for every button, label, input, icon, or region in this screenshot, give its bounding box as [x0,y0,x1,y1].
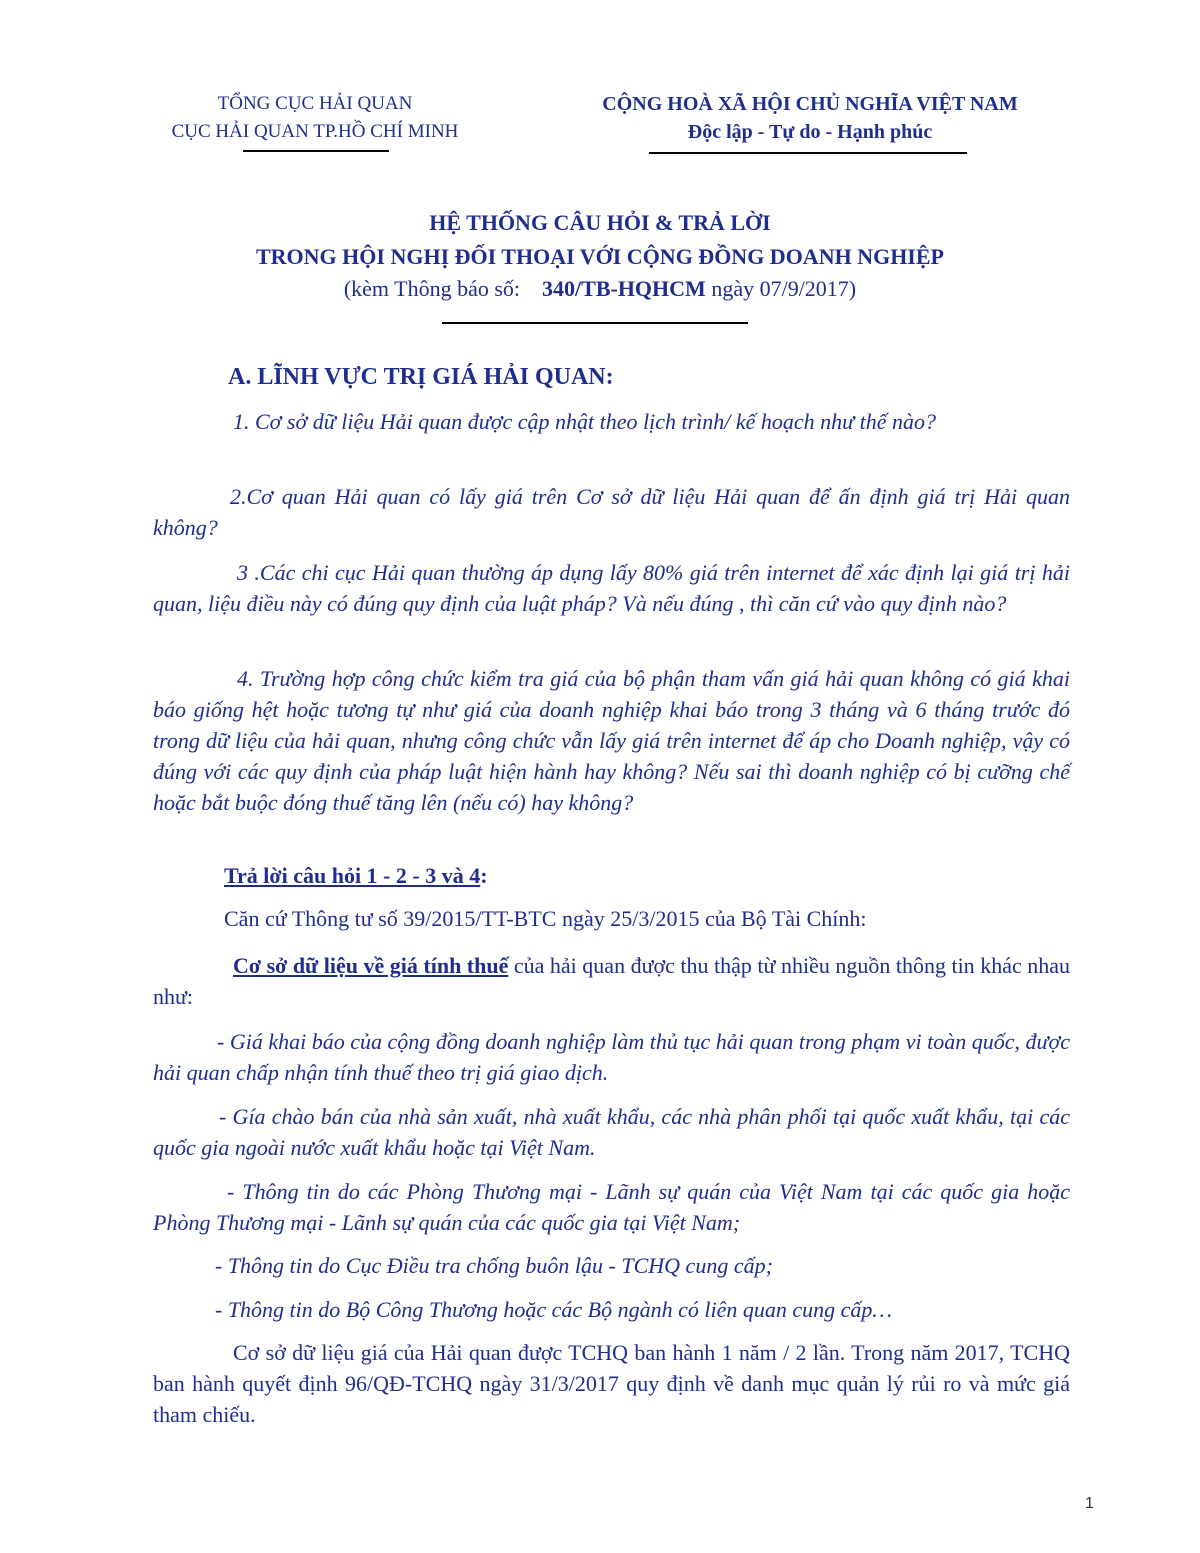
document-title-line2: TRONG HỘI NGHỊ ĐỐI THOẠI VỚI CỘNG ĐỒNG DOANH NGHIỆP [256,244,944,269]
agency-name: TỔNG CỤC HẢI QUAN [217,93,413,114]
database-description-rest: của hải quan được thu thập từ nhiều nguồn thông tin khác nhau như: [153,953,1070,1009]
answer-heading-colon: : [480,863,488,888]
source-item-5: - Thông tin do Bộ Công Thương hoặc các Bộ ngành có liên quan cung cấp… [215,1297,892,1322]
country-name: CỘNG HOÀ XÃ HỘI CHỦ NGHĨA VIỆT NAM [602,93,1018,115]
legal-basis: Căn cứ Thông tư số 39/2015/TT-BTC ngày 25/3/2015 của Bộ Tài Chính: [224,906,867,931]
closing-paragraph: Cơ sở dữ liệu giá của Hải quan được TCHQ ban hành 1 năm / 2 lần. Trong năm 2017, TCHQ ban hành quyết định 96/QĐ-TCHQ ngày 31/3/2017 quy định về danh mục quản lý rủi ro và mức giá tham chiếu. [153,1340,1070,1427]
reference-date: ngày 07/9/2017) [711,276,857,301]
title-rule [442,322,748,324]
section-a-heading: A. LĨNH VỰC TRỊ GIÁ HẢI QUAN: [228,364,614,390]
answer-heading [224,863,488,889]
document-title-line1: HỆ THỐNG CÂU HỎI & TRẢ LỜI [429,210,771,235]
reference-prefix: (kèm Thông báo số: [343,276,521,301]
question-1: 1. Cơ sở dữ liệu Hải quan được cập nhật theo lịch trình/ kế hoạch như thế nào? [233,409,937,434]
source-item-4: - Thông tin do Cục Điều tra chống buôn lậu - TCHQ cung cấp; [215,1253,773,1278]
left-header-rule [243,150,389,152]
database-term: Cơ sở dữ liệu về giá tính thuế [233,953,509,978]
source-item-3: - Thông tin do các Phòng Thương mại - Lãnh sự quán của Việt Nam tại các quốc gia hoặc Phòng Thương mại - Lãnh sự quán của các quốc gia tại Việt Nam; [153,1179,1070,1235]
question-2: 2.Cơ quan Hải quan có lấy giá trên Cơ sở dữ liệu Hải quan để ấn định giá trị Hải quan không? [153,484,1070,540]
question-4: 4. Trường hợp công chức kiểm tra giá của bộ phận tham vấn giá hải quan không có giá khai báo giống hệt hoặc tương tự như giá của doanh nghiệp khai báo trong 3 tháng và 6 tháng trước đó trong dữ liệu của hải quan, nhưng công chức vẫn lấy giá trên internet để áp cho Doanh nghiệp, vậy có đúng với các quy định của pháp luật hiện hành hay không? Nếu sai thì doanh nghiệp có bị cưỡng chế hoặc bắt buộc đóng thuế tăng lên (nếu có) hay không? [153,666,1070,815]
right-header-rule [649,152,967,154]
national-motto: Độc lập - Tự do - Hạnh phúc [687,121,933,143]
department-name: CỤC HẢI QUAN TP.HỒ CHÍ MINH [171,121,459,142]
source-item-2: - Gía chào bán của nhà sản xuất, nhà xuất khẩu, các nhà phân phối tại quốc xuất khẩu, tại các quốc gia ngoài nước xuất khẩu hoặc tại Việt Nam. [153,1104,1070,1160]
reference-number: 340/TB-HQHCM [542,276,706,301]
source-item-1: - Giá khai báo của cộng đồng doanh nghiệp làm thủ tục hải quan trong phạm vi toàn quốc, được hải quan chấp nhận tính thuế theo trị giá giao dịch. [153,1029,1070,1085]
page-number: 1 [1085,1495,1094,1512]
database-description [153,950,1070,1012]
question-3: 3 .Các chi cục Hải quan thường áp dụng lấy 80% giá trên internet để xác định lại giá trị hải quan, liệu điều này có đúng quy định của luật pháp? Và nếu đúng , thì căn cứ vào quy định nào? [153,560,1070,616]
answer-heading-text: Trả lời câu hỏi 1 - 2 - 3 và 4 [224,863,481,888]
document-reference [0,272,1200,306]
